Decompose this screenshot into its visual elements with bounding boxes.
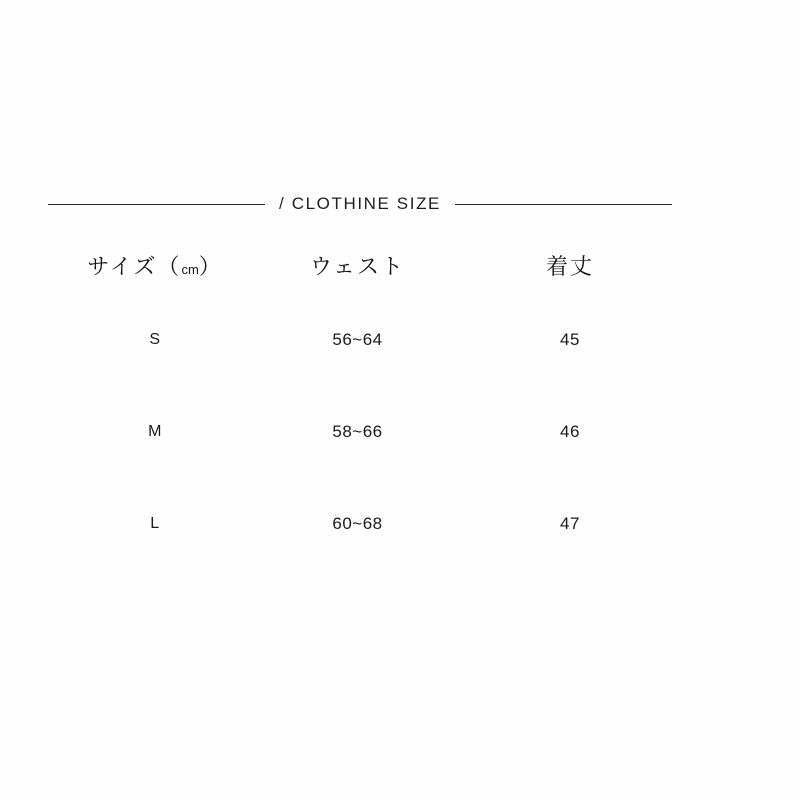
cell-length: 45 [560,330,580,349]
size-table [60,236,696,570]
table-header-row [60,236,696,294]
header-rule-right [455,204,672,205]
column-header-length: 着丈 [545,253,594,279]
header-rule-left [48,204,265,205]
column-header-size [60,250,250,281]
column-header-size-text-end: ） [198,253,223,279]
cell-length: 47 [560,514,580,533]
cell-waist: 56~64 [332,330,383,349]
column-header-size-unit: cm [181,261,199,277]
cell-size: M [148,423,162,440]
cell-length: 46 [560,422,580,441]
table-row [60,294,696,386]
column-header-waist: ウェスト [309,253,406,279]
section-header [48,186,672,222]
cell-waist: 60~68 [332,514,383,533]
header-title-wrap [265,194,455,214]
slash-mark: / [279,194,284,213]
cell-size: L [150,515,160,532]
table-row [60,386,696,478]
column-header-size-text: サイズ（ [87,253,182,279]
page-title: CLOTHINE SIZE [291,194,441,213]
cell-size: S [149,331,161,348]
cell-waist: 58~66 [332,422,383,441]
table-row [60,478,696,570]
